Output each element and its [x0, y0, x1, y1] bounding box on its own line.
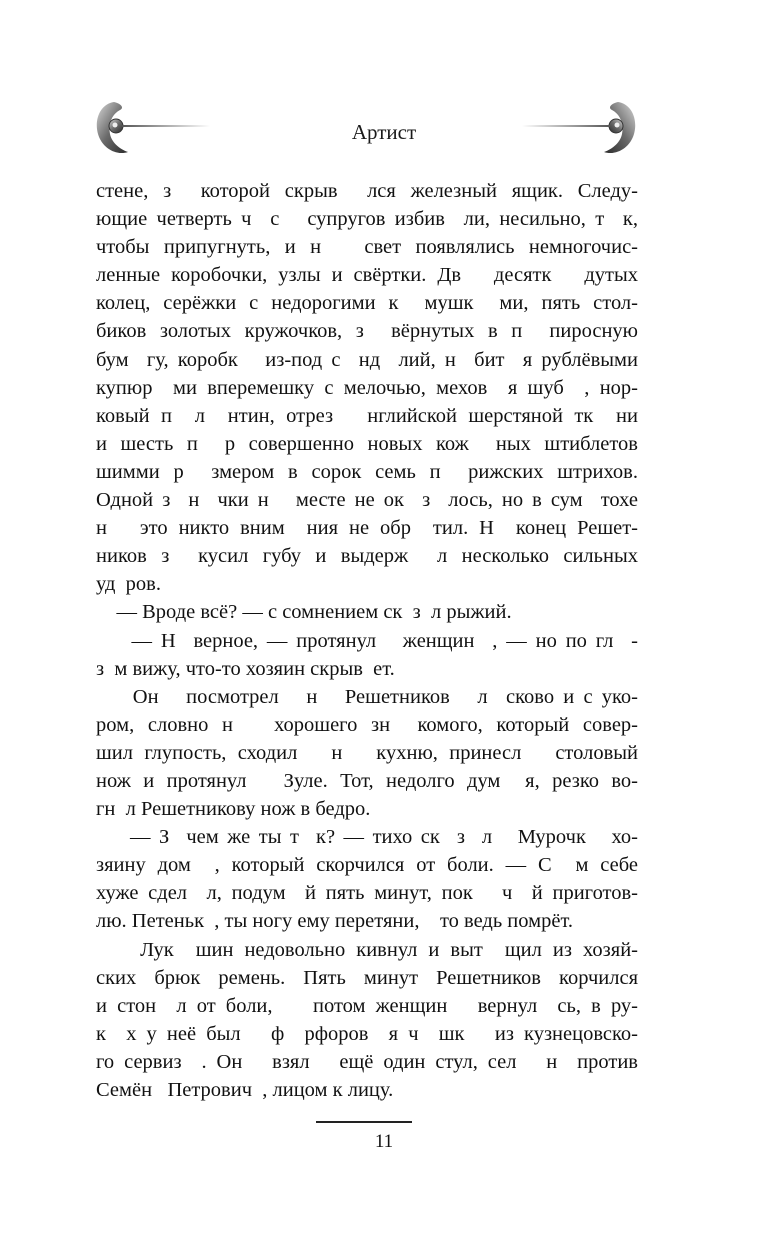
text-line: Лук шин недовольно кивнул и выт щил из хозяй-: [96, 938, 638, 961]
text-line: ников з кусил губу и выдерж л несколько сильных: [96, 545, 638, 568]
text-line: Семён Петрович , лицом к лицу.: [96, 1079, 394, 1101]
text-line: го сервиз . Он взял ещё один стул, сел н против: [96, 1050, 638, 1073]
text-line: бум гу, коробк из-под с нд лий, н бит я рублёвыми: [96, 348, 638, 371]
running-header: [0, 96, 768, 166]
text-line: колец, серёжки с недорогими к мушк ми, пять стол-: [96, 292, 638, 315]
text-line: чтобы припугнуть, и н свет появлялись немногочис-: [96, 236, 638, 259]
text-line: шил глупость, сходил н кухню, принесл столовый: [96, 741, 638, 764]
text-line: Одной з н чки н месте не ок з лось, но в сум тохе: [96, 489, 638, 512]
text-line: н это никто вним ния не обр тил. Н конец Решет-: [96, 517, 638, 540]
text-line: и стон л от боли, потом женщин вернул сь, в ру-: [96, 994, 638, 1017]
text-line: нож и протянул Зуле. Тот, недолго дум я, резко во-: [96, 769, 638, 792]
text-line: хуже сдел л, подум й пять минут, пок ч й приготов-: [96, 882, 638, 905]
running-title: Артист: [351, 120, 417, 144]
text-line: купюр ми вперемешку с мелочью, мехов я шуб , нор-: [96, 376, 638, 399]
text-line: — Вроде всё? — с сомнением ск з л рыжий.: [96, 601, 512, 624]
text-line: Он посмотрел н Решетников л сково и с уко-: [96, 685, 638, 708]
text-line: уд ров.: [96, 573, 161, 596]
swirl-ornament-icon: [522, 96, 640, 160]
text-line: зяину дом , который скорчился от боли. — С м себе: [96, 854, 638, 877]
text-line: ленные коробочки, узлы и свёртки. Дв десятк дутых: [96, 264, 638, 287]
text-line: ских брюк ремень. Пять минут Решетников корчился: [96, 966, 638, 989]
text-line: лю. Петеньк , ты ногу ему перетяни, то ведь помрёт.: [96, 910, 573, 933]
text-line: к х у неё был ф рфоров я ч шк из кузнецовско-: [96, 1022, 638, 1045]
text-line: стене, з которой скрыв лся железный ящик. Следу-: [96, 180, 638, 202]
text-line: ром, словно н хорошего зн комого, который совер-: [96, 713, 638, 736]
text-line: ющие четверть ч с супругов избив ли, несильно, т к,: [96, 208, 638, 231]
text-line: — Н верное, — протянул женщин , — но по гл -: [96, 629, 638, 652]
text-line: шимми р змером в сорок семь п рижских штрихов.: [96, 460, 638, 483]
text-line: — З чем же ты т к? — тихо ск з л Мурочк хо-: [96, 826, 638, 849]
folio-rule: [316, 1121, 412, 1123]
page-number: 11: [374, 1131, 394, 1152]
text-line: ковый п л нтин, отрез нглийской шерстяной тк ни: [96, 404, 638, 427]
text-line: и шесть п р совершенно новых кож ных штиблетов: [96, 432, 638, 455]
text-line: гн л Решетникову нож в бедро.: [96, 798, 371, 821]
text-line: з м вижу, что-то хозяин скрыв ет.: [96, 657, 395, 680]
body-text: [96, 177, 638, 1104]
text-line: биков золотых кружочков, з вёрнутых в п пиросную: [96, 320, 638, 343]
